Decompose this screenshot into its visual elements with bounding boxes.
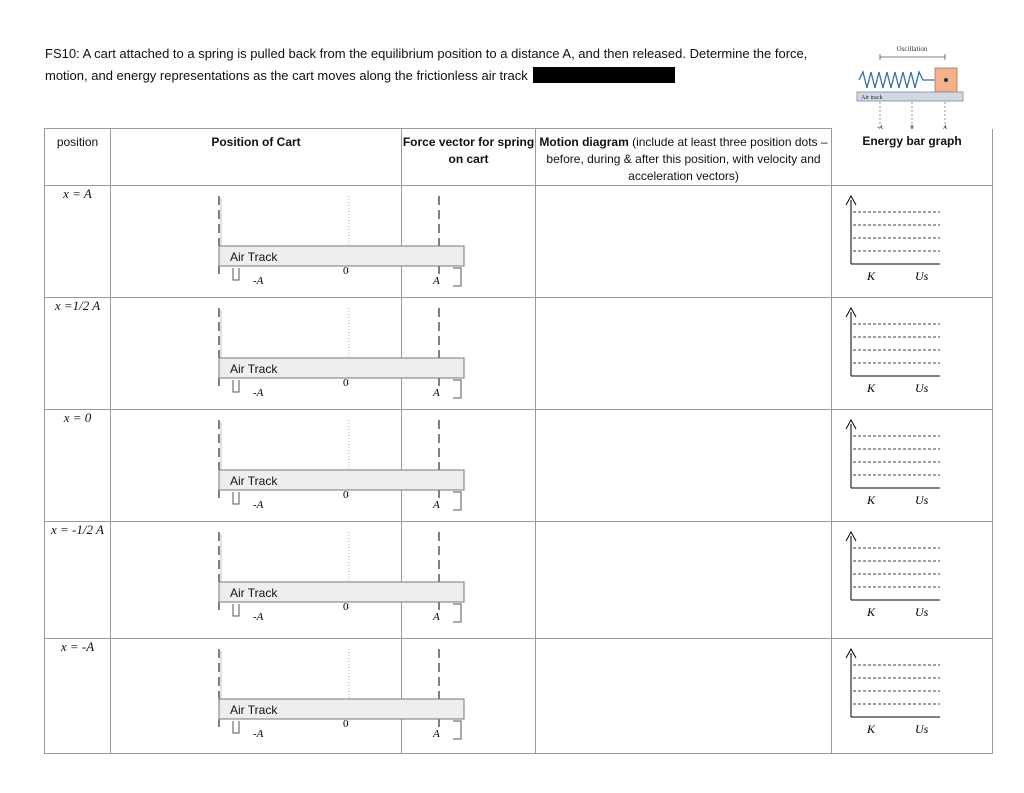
air-track-diagram [111, 410, 440, 521]
motion-diagram-cell[interactable] [536, 298, 832, 410]
tick-pos-a: A [433, 499, 440, 511]
redaction-bar [533, 67, 675, 83]
air-track-label: Air Track [230, 703, 278, 717]
spring-energy-label: Us [915, 381, 929, 395]
motion-diagram-cell[interactable] [536, 410, 832, 522]
figure-track-label: Air track [861, 95, 883, 101]
cart-position-cell[interactable] [111, 298, 440, 410]
row-position-label: x = A [45, 186, 111, 298]
figure-axis-zero: 0 [910, 125, 914, 131]
problem-text-line-2 [45, 65, 835, 87]
cart-position-cell[interactable] [111, 639, 440, 754]
problem-text-line-2-text: motion, and energy representations as the cart moves along the frictionless air track [45, 68, 528, 83]
force-vector-cell[interactable] [402, 522, 536, 639]
kinetic-label: K [867, 722, 876, 736]
table-row [45, 410, 993, 522]
header-position: position [45, 129, 111, 186]
table-row [45, 298, 993, 410]
header-motion-diagram [536, 129, 832, 186]
tick-pos-a: A [433, 275, 440, 287]
energy-graph [832, 186, 992, 297]
tick-zero: 0 [343, 377, 349, 389]
energy-bar-graph-cell[interactable] [832, 298, 993, 410]
header-position-of-cart: Position of Cart [111, 129, 402, 186]
air-track-label: Air Track [230, 362, 278, 376]
row-position-label: x = -1/2 A [45, 522, 111, 639]
motion-diagram-cell[interactable] [536, 186, 832, 298]
air-track-label: Air Track [230, 250, 278, 264]
tick-pos-a: A [433, 387, 440, 399]
energy-graph [832, 522, 992, 638]
energy-graph [832, 639, 992, 753]
energy-bar-graph-cell[interactable] [832, 186, 993, 298]
energy-bar-graph-cell[interactable] [832, 410, 993, 522]
header-energy-bar-graph: Energy bar graph [832, 129, 993, 186]
tick-zero: 0 [343, 489, 349, 501]
row-position-label: x = 0 [45, 410, 111, 522]
cart-position-cell[interactable] [111, 410, 440, 522]
energy-graph [832, 410, 992, 521]
row-position-label: x =1/2 A [45, 298, 111, 410]
spring-icon [859, 72, 935, 88]
motion-diagram-cell[interactable] [536, 522, 832, 639]
motion-diagram-cell[interactable] [536, 639, 832, 754]
tick-zero: 0 [343, 601, 349, 613]
tick-zero: 0 [343, 265, 349, 277]
spring-energy-label: Us [915, 493, 929, 507]
header-motion-rest: (include at least three position dots – before, during & after this position, with velocity and acceleration vectors) [546, 135, 828, 183]
force-vector-cell[interactable] [402, 298, 536, 410]
air-track-label: Air Track [230, 474, 278, 488]
tick-pos-a: A [433, 728, 440, 740]
energy-bar-graph-cell[interactable] [832, 639, 993, 754]
oscillation-figure [855, 40, 965, 140]
spring-energy-label: Us [915, 605, 929, 619]
spring-energy-label: Us [915, 722, 929, 736]
air-track-diagram [111, 639, 440, 753]
force-vector-cell[interactable] [402, 186, 536, 298]
problem-statement [45, 43, 835, 87]
table-row [45, 639, 993, 754]
kinetic-label: K [867, 269, 876, 283]
air-track-diagram [111, 186, 440, 297]
energy-bar-graph-cell[interactable] [832, 522, 993, 639]
air-track-diagram [111, 522, 440, 638]
table-row [45, 522, 993, 639]
force-vector-cell[interactable] [402, 639, 536, 754]
kinetic-label: K [867, 605, 876, 619]
figure-title: Oscillation [896, 45, 928, 53]
kinetic-label: K [867, 493, 876, 507]
figure-axis-neg: -A [877, 125, 883, 131]
force-vector-cell[interactable] [402, 410, 536, 522]
spring-energy-label: Us [915, 269, 929, 283]
table-row [45, 186, 993, 298]
tick-neg-a: -A [253, 499, 264, 511]
air-track-diagram [111, 298, 440, 409]
air-track-label: Air Track [230, 586, 278, 600]
energy-graph [832, 298, 992, 409]
header-force-vector: Force vector for spring on cart [402, 129, 536, 186]
header-motion-bold: Motion diagram [539, 135, 629, 149]
tick-neg-a: -A [253, 728, 264, 740]
row-position-label: x = -A [45, 639, 111, 754]
tick-neg-a: -A [253, 275, 264, 287]
worksheet-table [44, 128, 993, 754]
cart-position-cell[interactable] [111, 522, 440, 639]
tick-neg-a: -A [253, 611, 264, 623]
figure-axis-pos: A [943, 125, 947, 131]
cart-position-cell[interactable] [111, 186, 440, 298]
kinetic-label: K [867, 381, 876, 395]
problem-text-line-1: FS10: A cart attached to a spring is pulled back from the equilibrium position to a distance A, and then released. Determine the force, [45, 46, 808, 61]
tick-neg-a: -A [253, 387, 264, 399]
tick-pos-a: A [433, 611, 440, 623]
tick-zero: 0 [343, 718, 349, 730]
